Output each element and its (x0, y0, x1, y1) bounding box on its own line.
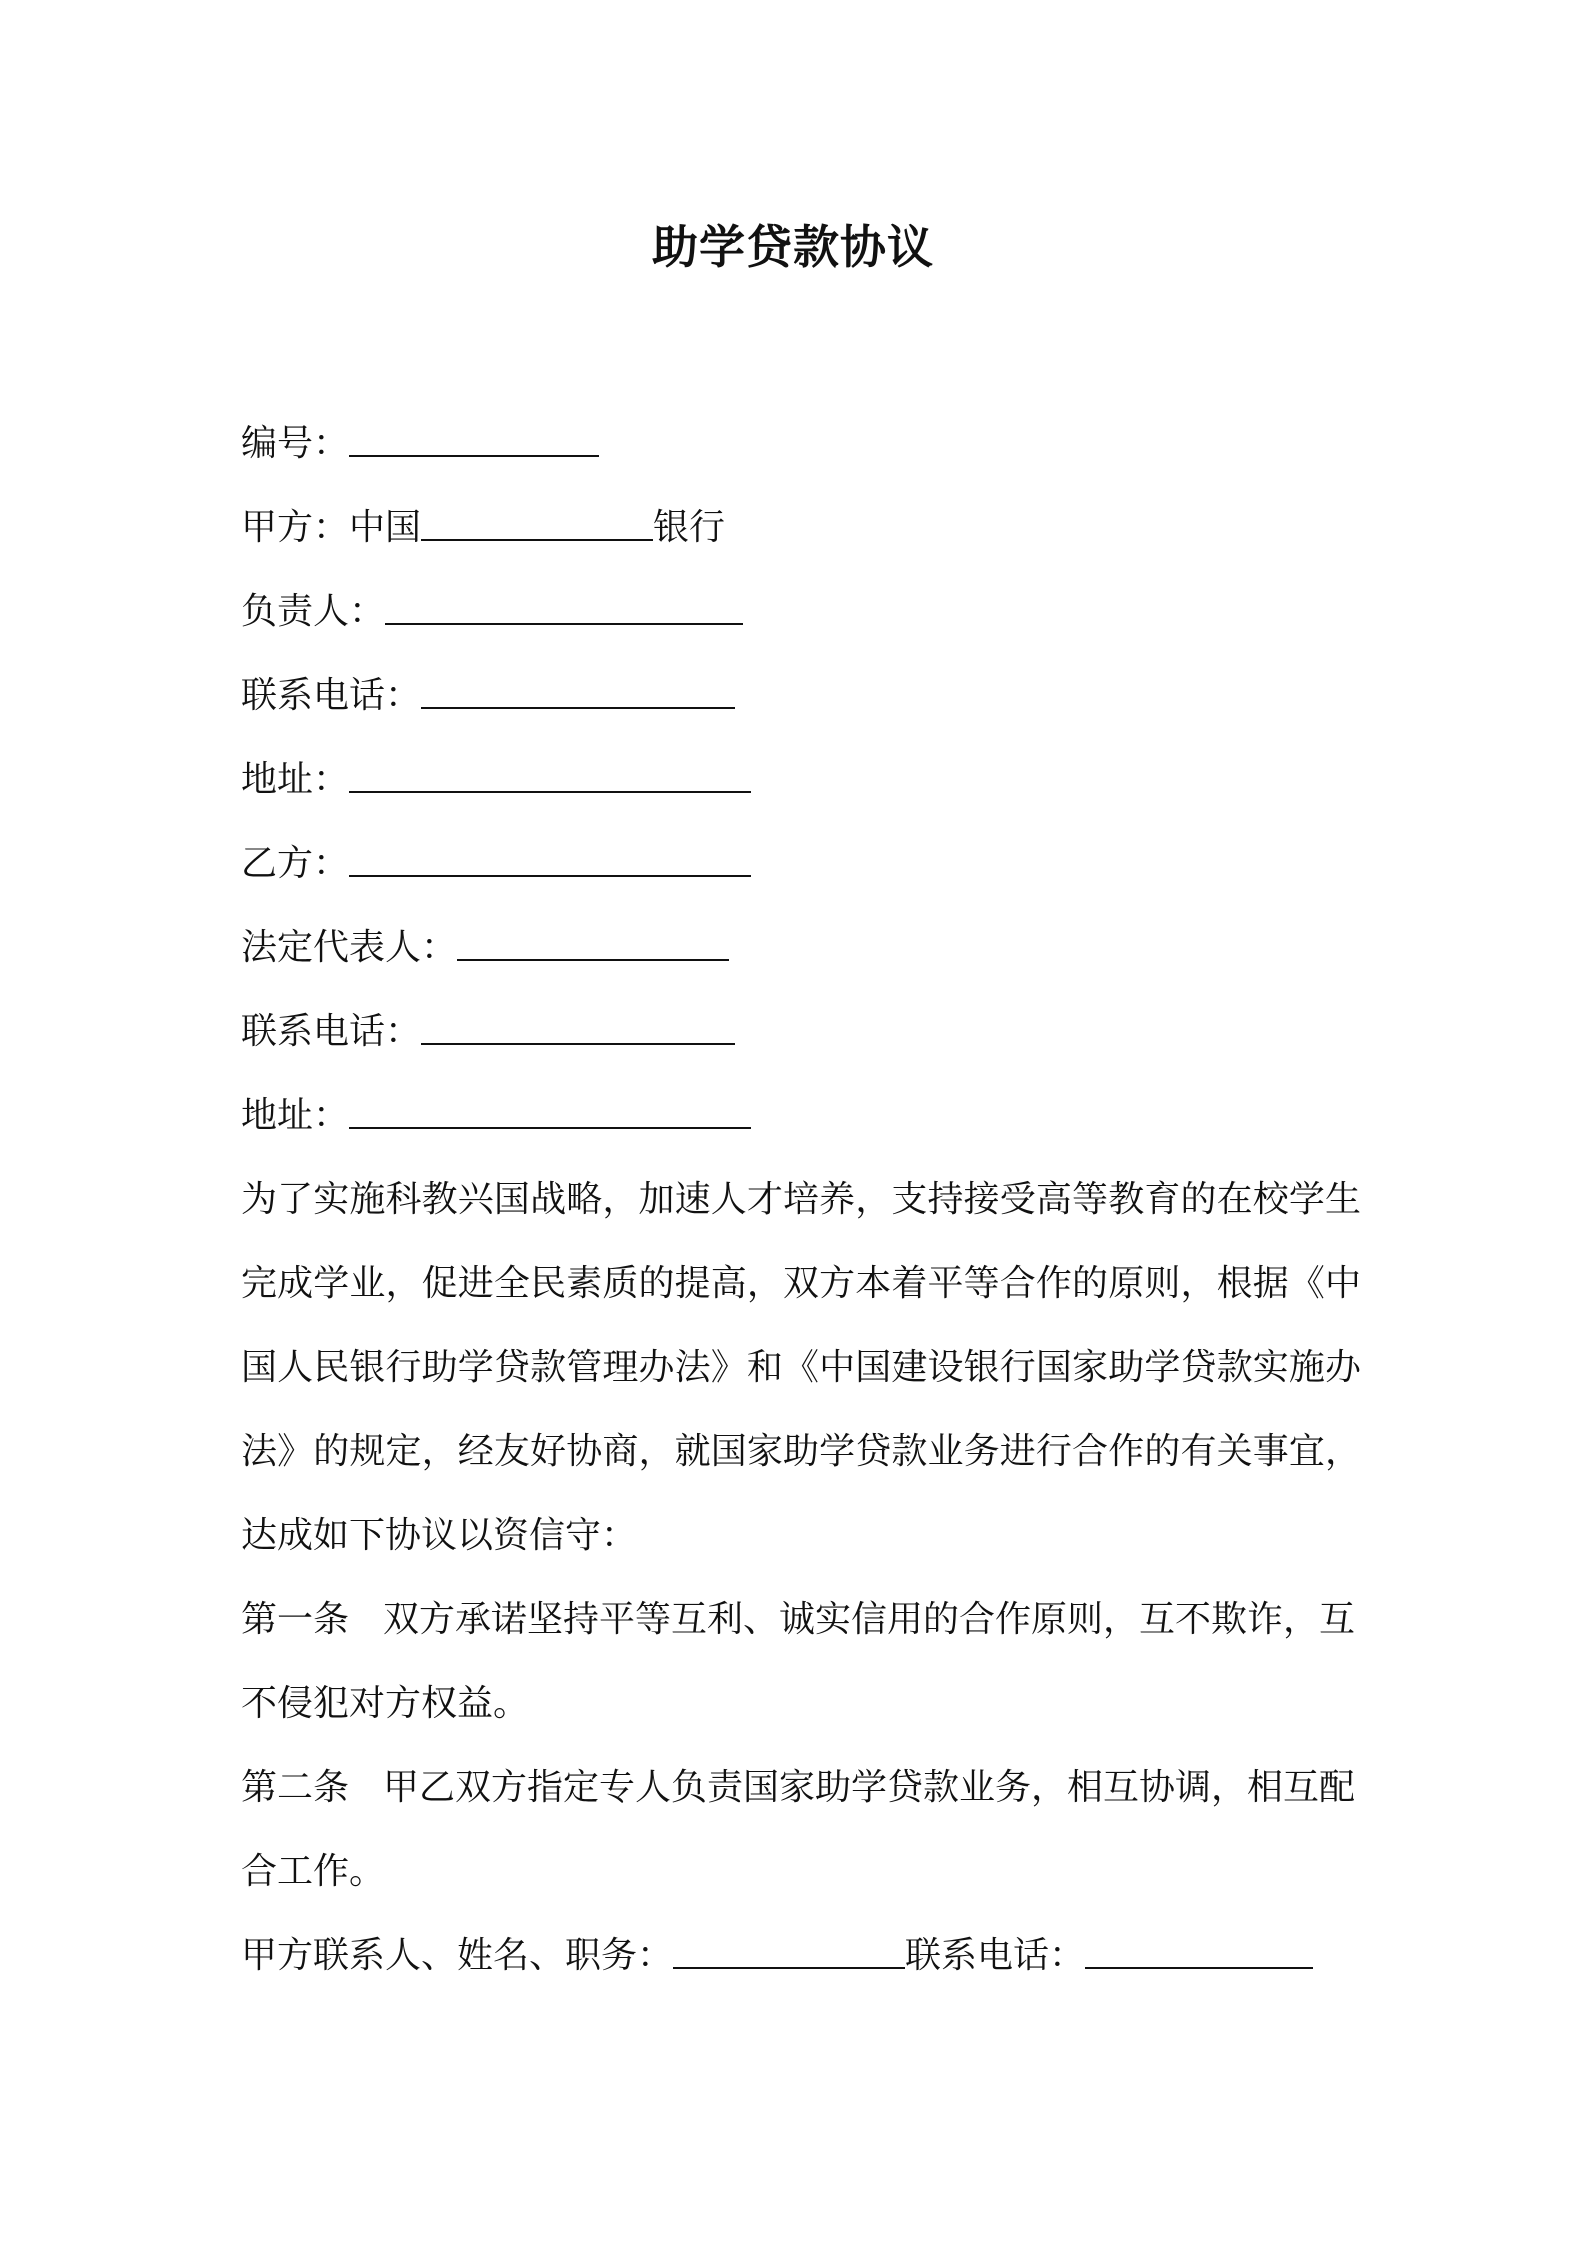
phone-a-field (241, 654, 1361, 738)
legal-rep-label: 法定代表人： (241, 927, 458, 968)
article-1-text: 双方承诺坚持平等互利、诚实信用的合作原则，互不欺诈，互不侵犯对方权益。 (241, 1599, 1356, 1724)
contact-phone-blank[interactable] (1085, 1927, 1313, 1969)
intro-paragraph: 为了实施科教兴国战略，加速人才培养，支持接受高等教育的在校学生完成学业，促进全民素质的提高，双方本着平等合作的原则，根据《中国人民银行助学贷款管理办法》和《中国建设银行国家助学贷款实施办法》的规定，经友好协商，就国家助学贷款业务进行合作的有关事宜，达成如下协议以资信守： (241, 1179, 1361, 1556)
document-body (241, 402, 1361, 1998)
responsible-field (241, 570, 1361, 654)
contact-phone-label: 联系电话： (905, 1935, 1086, 1976)
article-2 (241, 1746, 1361, 1914)
address-a-label: 地址： (241, 759, 350, 800)
article-1 (241, 1578, 1361, 1746)
contact-label: 甲方联系人、姓名、职务： (241, 1935, 674, 1976)
number-field (241, 402, 1361, 486)
phone-a-label: 联系电话： (241, 675, 422, 716)
article-1-number: 第一条 (241, 1599, 350, 1640)
party-a-bank-blank[interactable] (421, 499, 653, 541)
number-blank[interactable] (349, 415, 599, 457)
responsible-blank[interactable] (385, 583, 743, 625)
legal-rep-blank[interactable] (457, 919, 729, 961)
phone-b-label: 联系电话： (241, 1011, 422, 1052)
responsible-label: 负责人： (241, 591, 386, 632)
legal-rep-field (241, 906, 1361, 990)
contact-line (241, 1914, 1361, 1998)
document-title: 助学贷款协议 (652, 220, 934, 274)
party-a-prefix: 中国 (349, 507, 422, 548)
phone-b-field (241, 990, 1361, 1074)
party-b-blank[interactable] (349, 835, 751, 877)
article-2-number: 第二条 (241, 1767, 350, 1808)
party-b-field (241, 822, 1361, 906)
article-2-text: 甲乙双方指定专人负责国家助学贷款业务，相互协调，相互配合工作。 (241, 1767, 1356, 1892)
address-b-blank[interactable] (349, 1087, 751, 1129)
party-a-suffix: 银行 (653, 507, 726, 548)
address-a-blank[interactable] (349, 751, 751, 793)
address-b-field (241, 1074, 1361, 1158)
number-label: 编号： (241, 423, 350, 464)
contact-name-blank[interactable] (673, 1927, 905, 1969)
party-a-field (241, 486, 1361, 570)
address-b-label: 地址： (241, 1095, 350, 1136)
phone-b-blank[interactable] (421, 1003, 735, 1045)
address-a-field (241, 738, 1361, 822)
party-a-label: 甲方： (241, 507, 350, 548)
phone-a-blank[interactable] (421, 667, 735, 709)
party-b-label: 乙方： (241, 843, 350, 884)
